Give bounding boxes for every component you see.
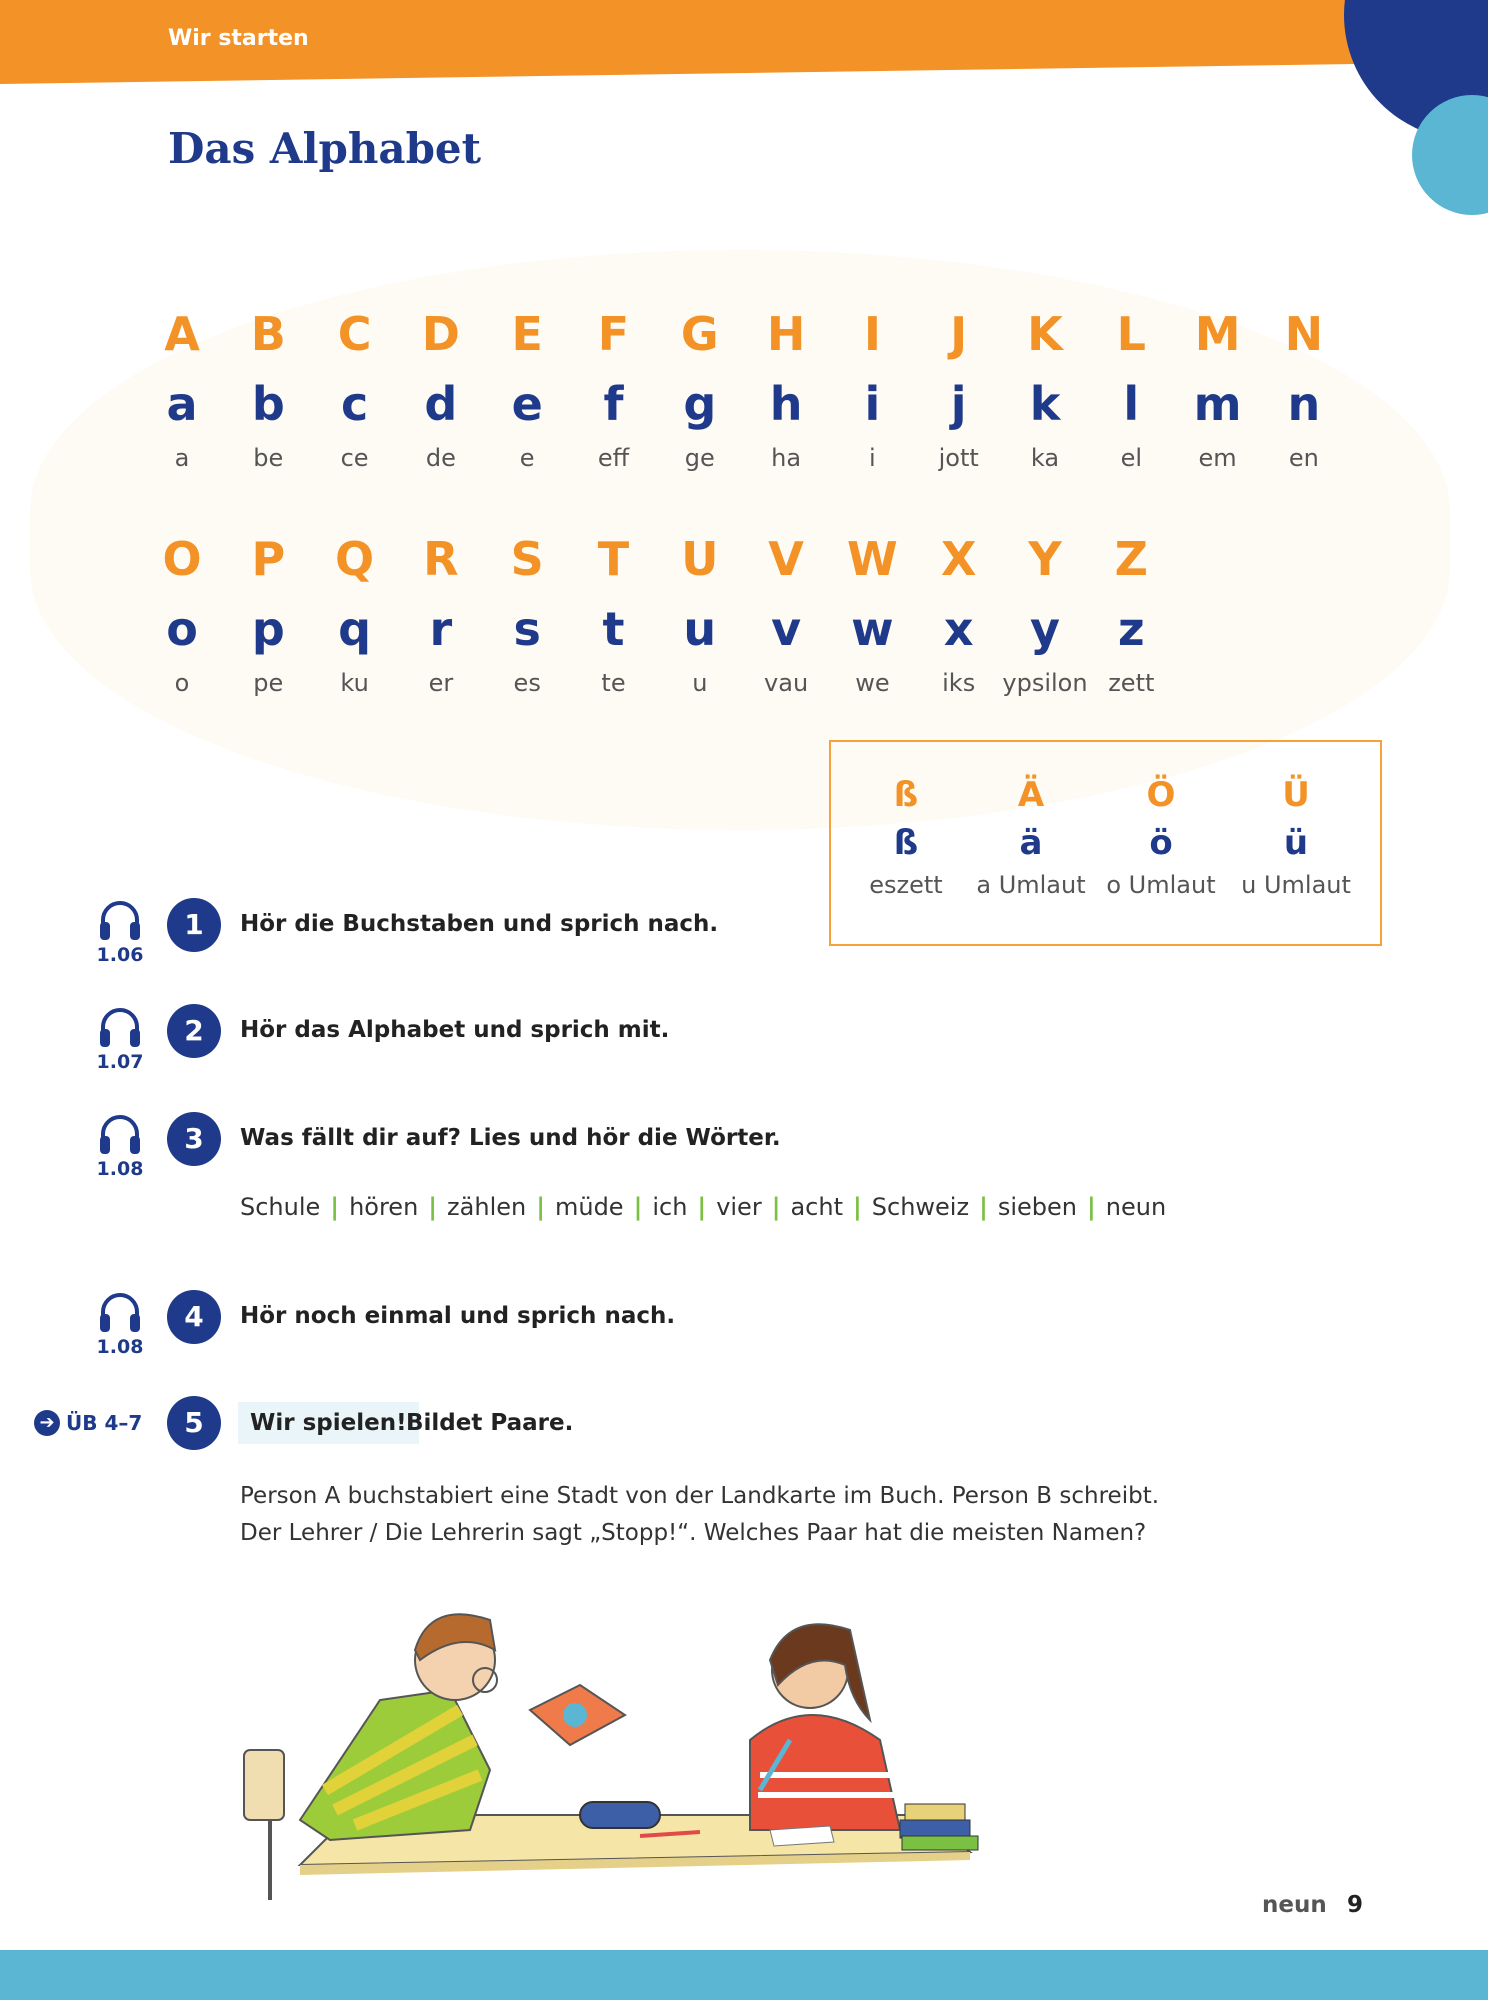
audio-1[interactable] [90,900,150,966]
exercise-text-2: Hör das Alphabet und sprich mit. [240,1017,670,1043]
special-letter-uppercase: Ä [1017,775,1045,815]
letter-pronunciation: be [253,444,284,472]
exercise-number-2: 2 [167,1004,221,1058]
letter-cell-x [914,525,1004,701]
letter-uppercase: M [1194,307,1241,361]
letter-cell-j [914,300,1004,476]
letter-uppercase: B [250,307,286,361]
letter-lowercase: j [950,377,967,431]
instruction-line-1: Person A buchstabiert eine Stadt von der Landkarte im Buch. Person B schreibt. [240,1483,1160,1509]
letter-lowercase: o [166,602,198,656]
footer-band [0,1950,1488,2000]
letter-pronunciation: ce [340,444,369,472]
track-number: 1.08 [96,1158,144,1180]
letter-cell-h [741,300,831,476]
letter-lowercase: v [771,602,802,656]
exercise-text-5: Bildet Paare. [406,1410,574,1436]
letter-lowercase: k [1029,377,1061,431]
letter-lowercase: u [683,602,717,656]
word-item: zählen [447,1193,527,1221]
special-letter-name: u Umlaut [1241,871,1351,899]
letter-lowercase: s [513,602,541,656]
word-separator: | [697,1193,707,1221]
letter-cell-v [741,525,831,701]
headphones-icon [98,1114,142,1156]
special-letter-cell [841,772,971,902]
letter-lowercase: q [338,602,372,656]
letter-uppercase: H [766,307,806,361]
letter-uppercase: U [681,532,719,586]
letter-cell-n [1259,300,1349,476]
letter-pronunciation: pe [253,669,284,697]
letter-lowercase: x [943,602,974,656]
letter-pronunciation: u [692,669,708,697]
alphabet-row-1 [0,300,1488,520]
word-list [240,1193,1166,1221]
special-letter-uppercase: ß [893,775,919,815]
letter-uppercase: K [1027,307,1063,361]
letter-uppercase: A [164,307,200,361]
letter-uppercase: D [421,307,460,361]
letter-uppercase: C [337,307,372,361]
arrow-right-icon: ➔ [34,1410,60,1436]
letter-pronunciation: en [1288,444,1319,472]
exercise-number-5: 5 [167,1396,221,1450]
headphones-icon [98,1007,142,1049]
letter-pronunciation: we [855,669,890,697]
letter-uppercase: T [597,532,630,586]
letter-cell-o [137,525,227,701]
letter-lowercase: d [424,377,458,431]
track-number: 1.06 [96,944,144,966]
letter-pronunciation: vau [764,669,809,697]
letter-uppercase: G [680,307,719,361]
letter-uppercase: L [1116,307,1146,361]
letter-lowercase: c [340,377,369,431]
letter-lowercase: m [1193,377,1242,431]
students-illustration [230,1590,1030,1910]
letter-lowercase: i [864,377,881,431]
letter-uppercase: W [847,532,898,586]
special-letter-name: eszett [869,871,943,899]
letter-pronunciation: ge [684,444,715,472]
alphabet-row-2 [0,525,1488,745]
exercise-text-4: Hör noch einmal und sprich nach. [240,1303,676,1329]
word-separator: | [771,1193,781,1221]
audio-3[interactable] [90,1114,150,1180]
exercise-text-1: Hör die Buchstaben und sprich nach. [240,911,719,937]
word-item: Schule [240,1193,321,1221]
letter-uppercase: N [1284,307,1324,361]
letter-pronunciation: a [174,444,190,472]
letter-pronunciation: er [428,669,454,697]
special-letter-name: o Umlaut [1106,871,1216,899]
letter-uppercase: F [597,307,630,361]
page-number-word: neun [1262,1892,1327,1918]
letter-cell-p [223,525,313,701]
letter-cell-c [310,300,400,476]
special-letter-uppercase: Ü [1282,775,1310,815]
exercise-number-3: 3 [167,1112,221,1166]
letter-pronunciation: te [601,669,626,697]
letter-cell-y [1000,525,1090,701]
letter-lowercase: t [602,602,625,656]
word-item: Schweiz [871,1193,970,1221]
letter-lowercase: w [851,602,894,656]
letter-pronunciation: zett [1108,669,1155,697]
letter-cell-g [655,300,745,476]
word-separator: | [536,1193,545,1221]
page-number: 9 [1347,1892,1364,1918]
letter-pronunciation: eff [597,444,630,472]
special-letter-lowercase: ä [1019,823,1043,863]
instruction-line-2: Der Lehrer / Die Lehrerin sagt „Stopp!“. Welches Paar hat die meisten Namen? [240,1520,1147,1546]
letter-cell-s [482,525,572,701]
letter-lowercase: l [1123,377,1140,431]
letter-uppercase: I [863,307,881,361]
letter-uppercase: P [251,532,286,586]
track-number: 1.07 [96,1051,144,1073]
letter-pronunciation: e [519,444,535,472]
letter-lowercase: p [251,602,285,656]
letter-cell-q [310,525,400,701]
letter-lowercase: f [603,377,624,431]
special-letter-cell [966,772,1096,902]
letter-cell-d [396,300,486,476]
letter-cell-e [482,300,572,476]
letter-lowercase: r [429,602,453,656]
word-separator: | [979,1193,988,1221]
special-letter-cell [1096,772,1226,902]
letter-uppercase: V [768,532,804,586]
letter-pronunciation: em [1198,444,1237,472]
letter-lowercase: n [1287,377,1321,431]
word-item: ich [652,1193,688,1221]
letter-pronunciation: ka [1030,444,1060,472]
section-label: Wir starten [168,26,309,51]
letter-lowercase: a [166,377,198,431]
special-letter-lowercase: ü [1283,823,1309,863]
word-item: hören [349,1193,419,1221]
letter-pronunciation: i [869,444,876,472]
letter-uppercase: J [950,307,968,361]
letter-cell-b [223,300,313,476]
letter-pronunciation: jott [938,444,979,472]
letter-uppercase: R [423,532,459,586]
exercise-number-1: 1 [167,898,221,952]
letter-uppercase: E [511,307,543,361]
letter-pronunciation: ypsilon [1002,669,1088,697]
word-separator: | [428,1193,438,1221]
letter-cell-u [655,525,745,701]
letter-cell-w [827,525,917,701]
special-letters-box [829,740,1382,946]
special-letter-lowercase: ö [1149,823,1173,863]
letter-pronunciation: es [513,669,541,697]
letter-uppercase: Z [1114,532,1148,586]
special-letter-lowercase: ß [893,823,919,863]
letter-cell-z [1086,525,1176,701]
exercise-text-3: Was fällt dir auf? Lies und hör die Wörter. [240,1125,781,1151]
letter-cell-k [1000,300,1090,476]
letter-lowercase: b [251,377,285,431]
letter-pronunciation: ha [771,444,802,472]
letter-uppercase: Y [1028,532,1062,586]
letter-cell-r [396,525,486,701]
word-item: vier [716,1193,762,1221]
word-separator: | [330,1193,340,1221]
workbook-reference-label: ÜB 4–7 [66,1411,143,1435]
letter-pronunciation: iks [942,669,976,697]
letter-uppercase: O [162,532,202,586]
letter-uppercase: X [940,532,977,586]
special-letter-uppercase: Ö [1146,775,1176,815]
headphones-icon [98,900,142,942]
letter-lowercase: h [769,377,803,431]
letter-cell-f [569,300,659,476]
letter-cell-i [827,300,917,476]
track-number: 1.08 [96,1336,144,1358]
word-item: neun [1105,1193,1167,1221]
audio-2[interactable] [90,1007,150,1073]
letter-lowercase: z [1117,602,1145,656]
word-separator: | [633,1193,643,1221]
letter-cell-l [1086,300,1176,476]
letter-cell-m [1173,300,1263,476]
game-tag: Wir spielen! [238,1402,419,1444]
letter-cell-a [137,300,227,476]
letter-pronunciation: de [425,444,456,472]
letter-pronunciation: el [1120,444,1143,472]
word-item: müde [554,1193,624,1221]
letter-pronunciation: o [174,669,190,697]
headphones-icon [98,1292,142,1334]
exercise-5-instructions [240,1478,1340,1552]
page-title: Das Alphabet [168,124,482,173]
special-letter-cell [1231,772,1361,902]
letter-lowercase: e [511,377,543,431]
word-item: sieben [997,1193,1077,1221]
letter-pronunciation: ku [340,669,369,697]
letter-uppercase: S [510,532,544,586]
word-separator: | [853,1193,862,1221]
letter-lowercase: g [683,377,717,431]
word-item: acht [790,1193,843,1221]
letter-lowercase: y [1030,602,1060,656]
workbook-reference-link[interactable] [34,1410,142,1436]
letter-cell-t [569,525,659,701]
word-separator: | [1087,1193,1096,1221]
letter-uppercase: Q [335,532,375,586]
special-letter-name: a Umlaut [976,871,1086,899]
exercise-number-4: 4 [167,1290,221,1344]
audio-4[interactable] [90,1292,150,1358]
